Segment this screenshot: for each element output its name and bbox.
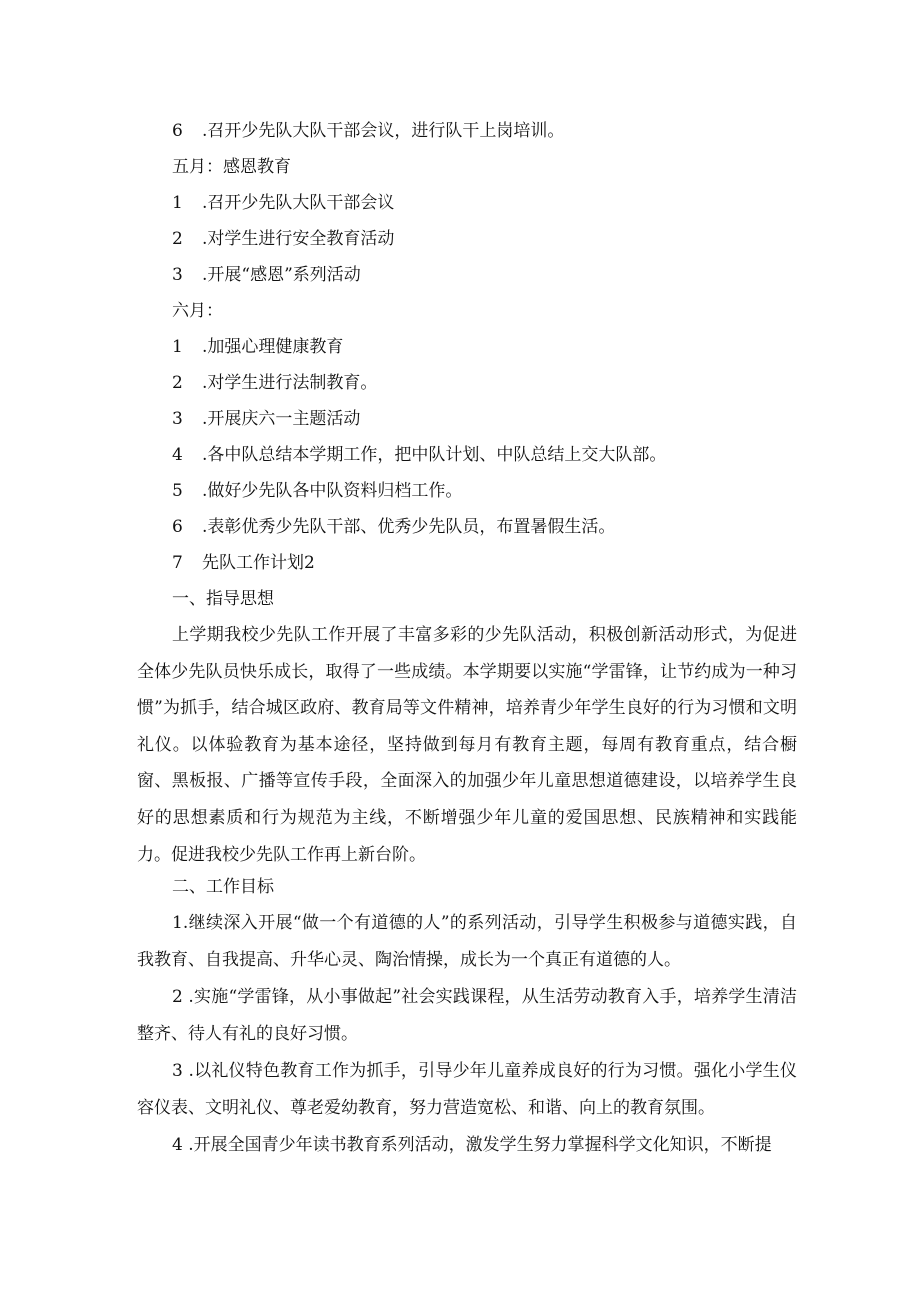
list-item <box>172 409 360 429</box>
list-item <box>172 373 377 393</box>
list-number: 7 <box>172 553 183 573</box>
plan2-title <box>172 553 315 573</box>
plan2-title-text: 先队工作计划2 <box>202 553 315 573</box>
list-text: .召开少先队大队干部会议，进行队干上岗培训。 <box>202 121 565 141</box>
list-text: .表彰优秀少先队干部、优秀少先队员，布置暑假生活。 <box>202 517 616 537</box>
list-item <box>172 121 564 141</box>
june-heading: 六月： <box>172 301 223 321</box>
list-item <box>172 445 666 465</box>
list-text: .做好少先队各中队资料归档工作。 <box>202 481 463 501</box>
list-number: 1 <box>172 337 183 357</box>
goal-paragraph-1: 1.继续深入开展“做一个有道德的人”的系列活动，引导学生积极参与道德实践，自我教育、自我提高、升华心灵、陶治情操，成长为一个真正有道德的人。 <box>137 913 797 970</box>
list-number: 3 <box>172 409 183 429</box>
list-number: 2 <box>172 373 183 393</box>
list-number: 1 <box>172 193 183 213</box>
goal-paragraph-2: 2 .实施“学雷锋，从小事做起”社会实践课程，从生活劳动教育入手，培养学生清洁整齐、待人有礼的良好习惯。 <box>137 987 797 1044</box>
list-text: .开展庆六一主题活动 <box>202 409 361 429</box>
list-item <box>172 229 394 249</box>
section1-heading: 一、指导思想 <box>172 589 274 609</box>
list-text: .召开少先队大队干部会议 <box>202 193 395 213</box>
section1-paragraph: 上学期我校少先队工作开展了丰富多彩的少先队活动，积极创新活动形式，为促进全体少先队员快乐成长，取得了一些成绩。本学期要以实施“学雷锋，让节约成为一种习惯”为抓手，结合城区政府、教育局等文件精神，培养青少年学生良好的行为习惯和文明礼仪。以体验教育为基本途径，坚持做到每月有教育主题，每周有教育重点，结合橱窗、黑板报、广播等宣传手段，全面深入的加强少年儿童思想道德建设，以培养学生良好的思想素质和行为规范为主线，不断增强少年儿童的爱国思想、民族精神和实践能力。促进我校少先队工作再上新台阶。 <box>137 625 797 865</box>
list-number: 2 <box>172 229 183 249</box>
list-item <box>172 337 343 357</box>
section2-heading: 二、工作目标 <box>172 877 274 897</box>
list-text: .各中队总结本学期工作，把中队计划、中队总结上交大队部。 <box>202 445 667 465</box>
list-item <box>172 517 615 537</box>
list-number: 5 <box>172 481 183 501</box>
may-heading: 五月：感恩教育 <box>172 157 291 177</box>
list-item <box>172 265 361 285</box>
list-number: 3 <box>172 265 183 285</box>
list-number: 6 <box>172 121 183 141</box>
goal-paragraph-3: 3 .以礼仪特色教育工作为抓手，引导少年儿童养成良好的行为习惯。强化小学生仪容仪表、文明礼仪、尊老爱幼教育，努力营造宽松、和谐、向上的教育氛围。 <box>137 1061 797 1118</box>
list-number: 4 <box>172 445 183 465</box>
list-item <box>172 481 462 501</box>
goal-paragraph-4: 4 .开展全国青少年读书教育系列活动，激发学生努力掌握科学文化知识，不断提 <box>172 1135 772 1155</box>
list-item <box>172 193 394 213</box>
list-number: 6 <box>172 517 183 537</box>
list-text: .对学生进行安全教育活动 <box>202 229 395 249</box>
list-text: .对学生进行法制教育。 <box>202 373 378 393</box>
list-text: .开展“感恩”系列活动 <box>202 265 361 285</box>
list-text: .加强心理健康教育 <box>202 337 344 357</box>
